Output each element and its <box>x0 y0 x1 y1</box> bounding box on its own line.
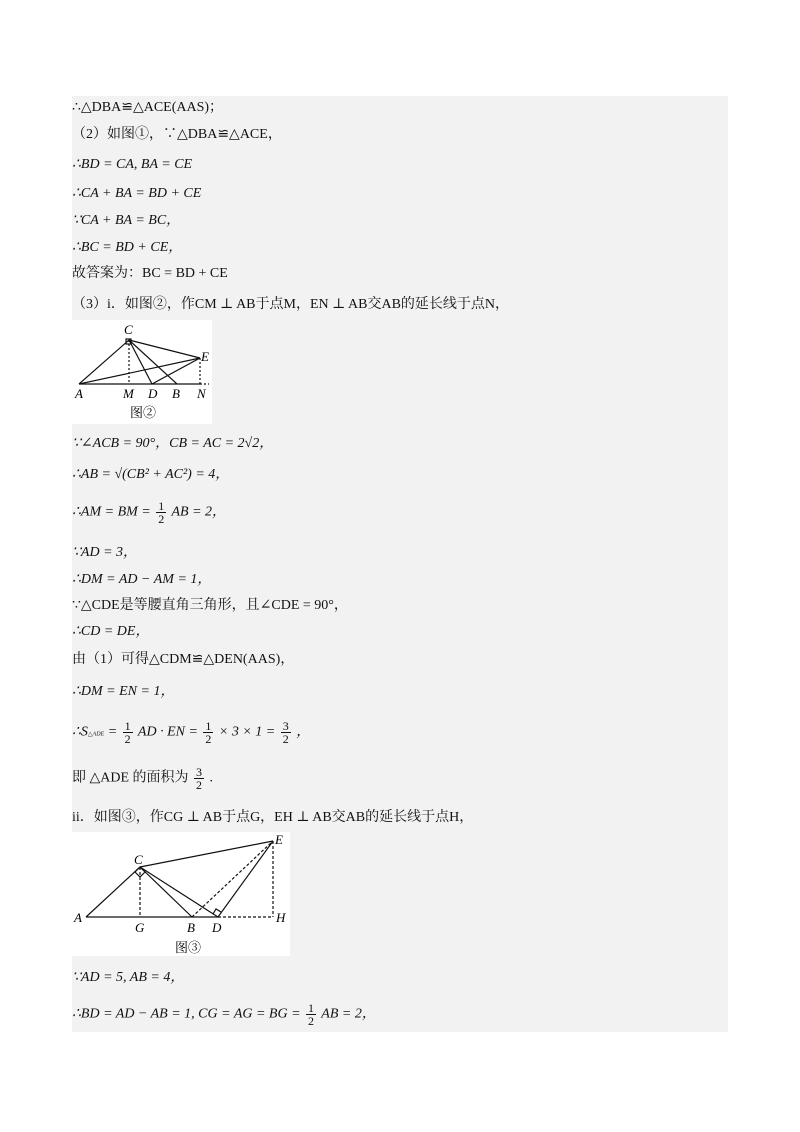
line-12: ∵AD = 3， <box>72 545 138 560</box>
line-9: ∵∠ACB = 90°，CB = AC = 2√2， <box>72 436 274 451</box>
line-5: ∵CA + BA = BC， <box>72 213 181 228</box>
line-13: ∴DM = AD − AM = 1， <box>72 572 212 587</box>
line-15: ∴CD = DE， <box>72 624 150 639</box>
fig2-label-e: E <box>201 349 209 364</box>
line-14: ∵△CDE是等腰直角三角形，且∠CDE = 90°， <box>72 598 348 613</box>
fig2-label-m: M <box>123 386 134 401</box>
area-subscript: △ADE <box>87 731 105 738</box>
line-11-right: AB = 2， <box>171 504 227 520</box>
fig3-label-e: E <box>275 832 283 847</box>
fig2-label-a: A <box>75 386 83 401</box>
line-21: ∵AD = 5, AB = 4， <box>72 970 185 985</box>
line-17: ∴DM = EN = 1， <box>72 684 175 699</box>
line-7: 故答案为：BC = BD + CE <box>72 266 228 281</box>
fig3-label-d: D <box>212 920 222 935</box>
line-1: ∴△DBA≌△ACE(AAS)； <box>72 100 224 115</box>
line-10: ∴AB = √(CB² + AC²) = 4， <box>72 467 230 482</box>
line-11 <box>72 500 226 525</box>
fig2-label-c: C <box>124 322 133 337</box>
line-22: ∴BD = AD − AB = 1, CG = AG = BG = $\frac{1}{2}$ AB = 2， <box>72 1001 376 1028</box>
line-16: 由（1）可得△CDM≌△DEN(AAS)， <box>72 652 295 667</box>
fraction-one-half: $\frac{1}{2}$ <box>158 499 165 526</box>
figure-2 <box>72 320 212 424</box>
line-18: ∴S△ADE = $\frac{1}{2}$ AD · EN = $\frac{1}{2}$ × 3 × 1 = $\frac{3}{2}$ ， <box>72 719 311 746</box>
line-6: ∴BC = BD + CE， <box>72 240 183 255</box>
fig2-label-d: D <box>148 386 158 401</box>
figure-3 <box>72 832 290 956</box>
fig3-label-a: A <box>74 910 82 925</box>
fig3-label-c: C <box>134 852 143 867</box>
line-2: （2）如图①，∵△DBA≌△ACE， <box>72 127 282 142</box>
fig3-label-b: B <box>187 920 195 935</box>
line-20: ii．如图③，作CG ⊥ AB于点G，EH ⊥ AB交AB的延长线于点H， <box>72 810 474 825</box>
line-8: （3）i．如图②，作CM ⊥ AB于点M，EN ⊥ AB交AB的延长线于点N， <box>72 297 510 312</box>
fig3-label-h: H <box>276 910 286 925</box>
fig3-label-g: G <box>135 920 145 935</box>
line-19: 即 △ADE 的面积为 $\frac{3}{2}$ . <box>72 765 214 792</box>
fig3-caption: 图③ <box>175 940 202 955</box>
line-11-left: ∴AM = BM = <box>72 504 151 520</box>
line-4: ∴CA + BA = BD + CE <box>72 186 202 201</box>
fig2-caption: 图② <box>130 405 157 420</box>
fig2-label-n: N <box>197 386 206 401</box>
line-3: ∴BD = CA, BA = CE <box>72 157 193 172</box>
fig2-label-b: B <box>172 386 180 401</box>
